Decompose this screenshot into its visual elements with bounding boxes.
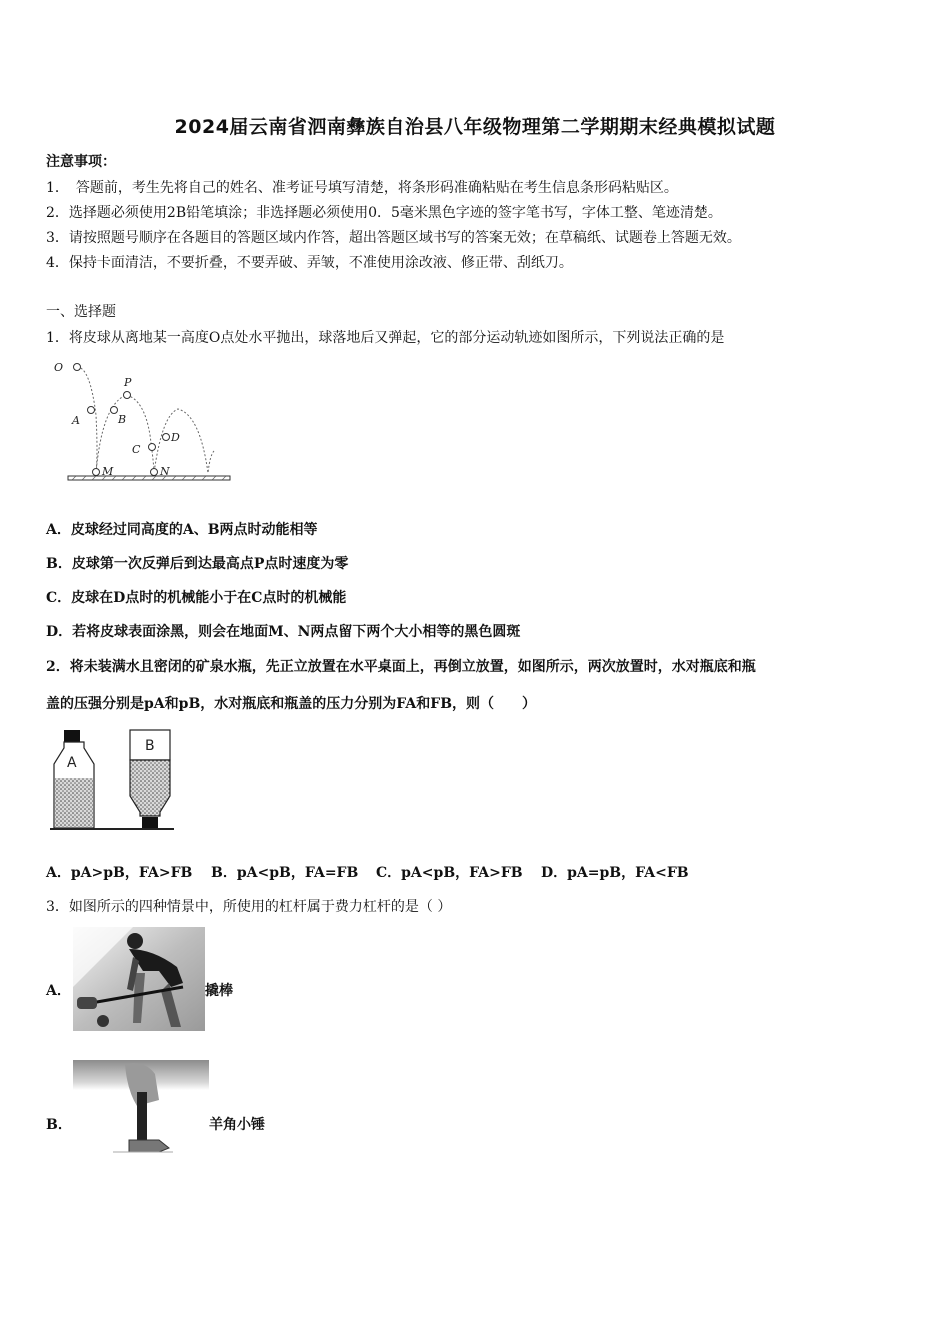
q3-claw-hammer-photo [73, 1060, 209, 1162]
q1-option-b: B．皮球第一次反弹后到达最高点P点时速度为零 [46, 556, 349, 572]
q3-crowbar-photo [73, 927, 205, 1031]
q3-option-b-letter: B． [46, 1117, 72, 1133]
q3-stem: 3．如图所示的四种情景中，所使用的杠杆属于费力杠杆的是（ ） [46, 899, 452, 915]
fig-label-C: C [132, 443, 141, 456]
page-title: 2024届云南省泗南彝族自治县八年级物理第二学期期末经典模拟试题 [174, 116, 776, 138]
notice-heading: 注意事项： [46, 154, 116, 170]
fig-label-B: B [118, 413, 127, 426]
fig-label-bottle-a: A [67, 755, 77, 771]
fig-label-D: D [171, 431, 180, 444]
q2-option-a: A．pA>pB，FA>FB [46, 865, 193, 881]
q1-trajectory-figure [50, 355, 240, 485]
q2-option-d: D．pA=pB，FA<FB [541, 865, 689, 881]
q1-stem: 1．将皮球从离地某一高度O点处水平抛出，球落地后又弹起，它的部分运动轨迹如图所示，下列说法正确的是 [46, 330, 725, 346]
notice-item-1: 1． 答题前，考生先将自己的姓名、准考证号填写清楚，将条形码准确粘贴在考生信息条形码粘贴区。 [46, 180, 678, 196]
fig-label-M: M [102, 465, 114, 478]
q3-option-b-caption: 羊角小锤 [209, 1117, 265, 1133]
q2-option-c: C．pA<pB，FA>FB [376, 865, 523, 881]
fig-label-A: A [72, 414, 80, 427]
notice-item-3: 3．请按照题号顺序在各题目的答题区域内作答，超出答题区域书写的答案无效；在草稿纸、试题卷上答题无效。 [46, 230, 741, 246]
notice-item-4: 4．保持卡面清洁，不要折叠，不要弄破、弄皱，不准使用涂改液、修正带、刮纸刀。 [46, 255, 573, 271]
q2-bottles-figure [48, 728, 178, 834]
fig-label-N: N [160, 465, 170, 478]
section-title: 一、选择题 [46, 304, 116, 320]
q1-option-c: C．皮球在D点时的机械能小于在C点时的机械能 [46, 590, 347, 606]
q1-option-a: A．皮球经过同高度的A、B两点时动能相等 [46, 522, 318, 538]
q2-option-b: B．pA<pB，FA=FB [211, 865, 359, 881]
fig-label-O: O [54, 361, 64, 374]
q2-stem-line1: 2．将未装满水且密闭的矿泉水瓶，先正立放置在水平桌面上，再倒立放置，如图所示，两次放置时，水对瓶底和瓶 [46, 659, 756, 675]
q2-stem-line2: 盖的压强分别是pA和pB，水对瓶底和瓶盖的压力分别为FA和FB，则（ ） [46, 696, 537, 712]
fig-label-bottle-b: B [145, 738, 155, 754]
q3-option-a-caption: 撬棒 [205, 983, 233, 999]
q1-option-d: D．若将皮球表面涂黑，则会在地面M、N两点留下两个大小相等的黑色圆斑 [46, 624, 521, 640]
fig-label-P: P [124, 376, 132, 389]
notice-item-2: 2．选择题必须使用2B铅笔填涂；非选择题必须使用0．5毫米黑色字迹的签字笔书写，字体工整、笔迹清楚。 [46, 205, 722, 221]
q3-option-a-letter: A． [46, 983, 71, 999]
